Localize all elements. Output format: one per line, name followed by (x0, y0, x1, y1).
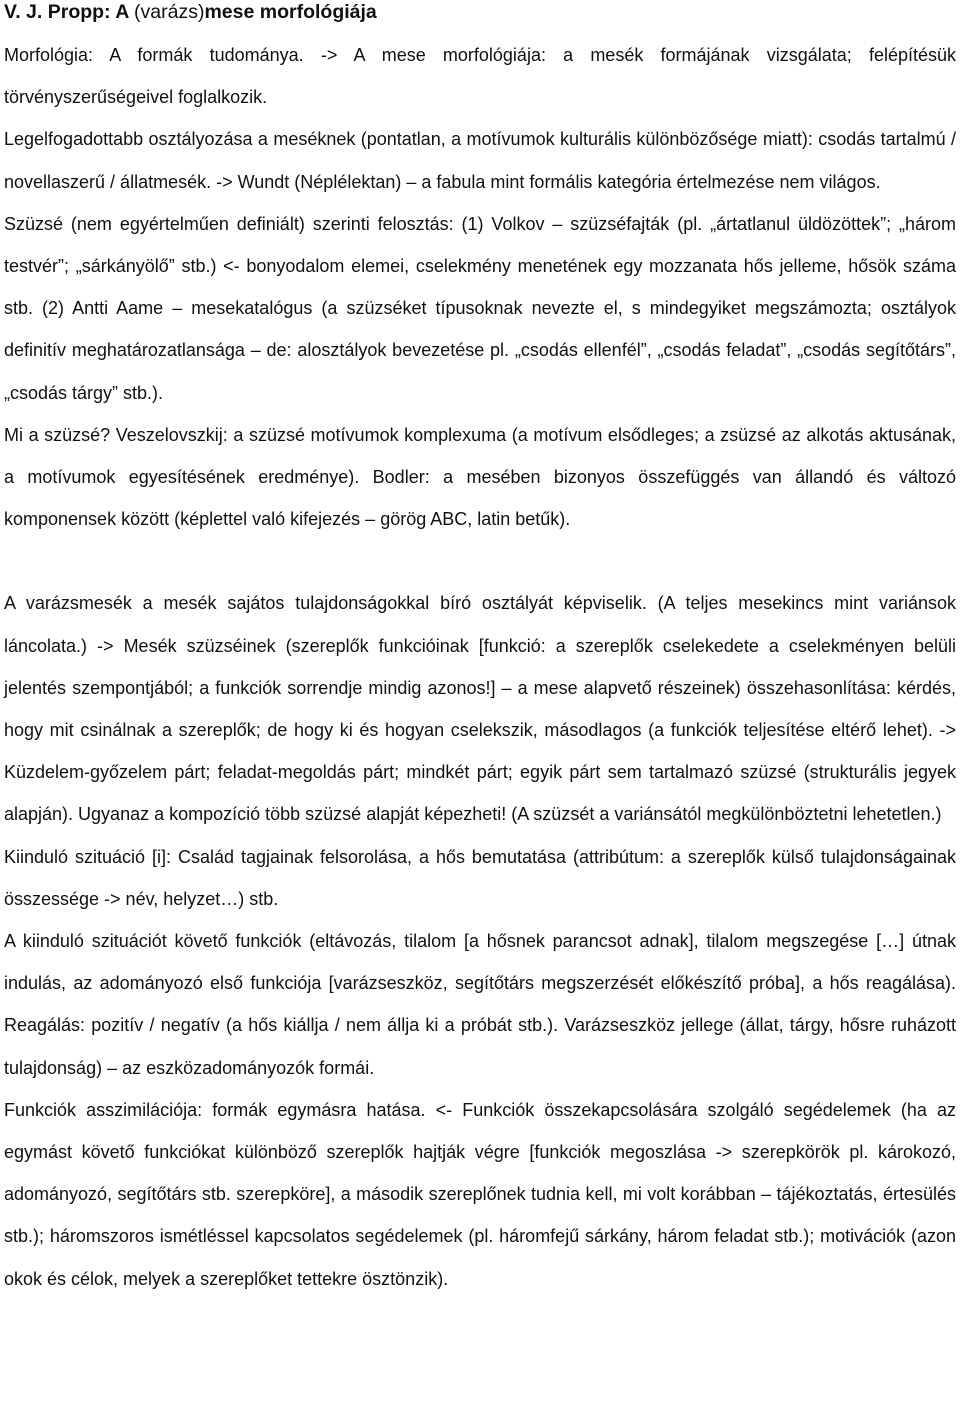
title-part-1: V. J. Propp: A (4, 1, 135, 23)
paragraph-classification: Legelfogadottabb osztályozása a meséknek (pontatlan, a motívumok kulturális különbözősége miatt): csodás tartalmú / novellaszerű / állatmesék. -> Wundt (Néplélektan) – a fabula mint formális kategória értelmezése nem világos. (4, 129, 956, 192)
paragraph-syuzhet-division: Szüzsé (nem egyértelműen definiált) szerinti felosztás: (1) Volkov – szüzséfajták (pl. „ártatlanul üldözöttek”; „három testvér”; „sárkányölő” stb.) <- bonyodalom elemei, cselekmény menetének egy mozzanata hős jelleme, hősök száma stb. (2) Antti Aame – mesekatalógus (a szüzséket típusoknak nevezte el, s mindegyiket megszámozta; osztályok definitív meghatározatlansága – de: alosztályok bevezetése pl. „csodás ellenfél”, „csodás feladat”, „csodás segítőtárs”, „csodás tárgy” stb.). (4, 213, 956, 403)
paragraph-following-functions: A kiinduló szituációt követő funkciók (eltávozás, tilalom [a hősnek parancsot adnak], tilalom megszegése […] útnak indulás, az adományozó első funkciója [varázseszköz, segítőtárs megszerzését előkészítő próba], a hős reagálása). Reagálás: pozitív / negatív (a hős kiállja / nem állja ki a próbát stb.). Varázseszköz jellege (állat, tárgy, hősre ruházott tulajdonság) – az eszközadományozók formái. (4, 931, 956, 1078)
document-title (4, 0, 956, 24)
title-part-2: (varázs) (134, 1, 205, 23)
paragraph-what-is-syuzhet: Mi a szüzsé? Veszelovszkij: a szüzsé motívumok komplexuma (a motívum elsődleges; a zsüzsé az alkotás aktusának, a motívumok egyesítésének eredménye). Bodler: a mesében bizonyos összefüggés van állandó és változó komponensek között (képlettel való kifejezés – görög ABC, latin betűk). (4, 424, 956, 530)
title-part-3: mese morfológiája (204, 1, 377, 23)
paragraph-initial-situation: Kiinduló szituáció [i]: Család tagjainak felsorolása, a hős bemutatása (attribútum: a szereplők külső tulajdonságainak összessége -> név, helyzet…) stb. (4, 846, 956, 909)
document-page (4, 0, 956, 1300)
paragraph-function-assimilation: Funkciók asszimilációja: formák egymásra hatása. <- Funkciók összekapcsolására szolgáló segédelemek (ha az egymást követő funkciókat különböző szereplők hajtják végre [funkciók megoszlása -> szerepkörök pl. károkozó, adományozó, segítőtárs stb. szerepköre], a második szereplőnek tudnia kell, mi volt korábban – tájékoztatás, értesülés stb.); háromszoros ismétléssel kapcsolatos segédelemek (pl. háromfejű sárkány, három feladat stb.); motivációk (azon okok és célok, melyek a szereplőket tettekre ösztönzik). (4, 1099, 956, 1289)
paragraph-morphology: Morfológia: A formák tudománya. -> A mese morfológiája: a mesék formájának vizsgálata; felépítésük törvényszerűségeivel foglalkozik. (4, 45, 956, 108)
paragraph-magic-tales: A varázsmesék a mesék sajátos tulajdonságokkal bíró osztályát képviselik. (A teljes mesekincs mint variánsok láncolata.) -> Mesék szüzséinek (szereplők funkcióinak [funkció: a szereplők cselekedete a cselekményen belüli jelentés szempontjából; a funkciók sorrendje mindig azonos!] – a mese alapvető részeinek) összehasonlítása: kérdés, hogy mit csinálnak a szereplők; de hogy ki és hogyan cselekszik, másodlagos (a funkciók teljesítése eltérő lehet). -> Küzdelem-győzelem párt; feladat-megoldás párt; mindkét párt; egyik párt sem tartalmazó szüzsé (strukturális jegyek alapján). Ugyanaz a kompozíció több szüzsé alapját képezheti! (A szüzsét a variánsától megkülönböztetni lehetetlen.) (4, 593, 956, 825)
